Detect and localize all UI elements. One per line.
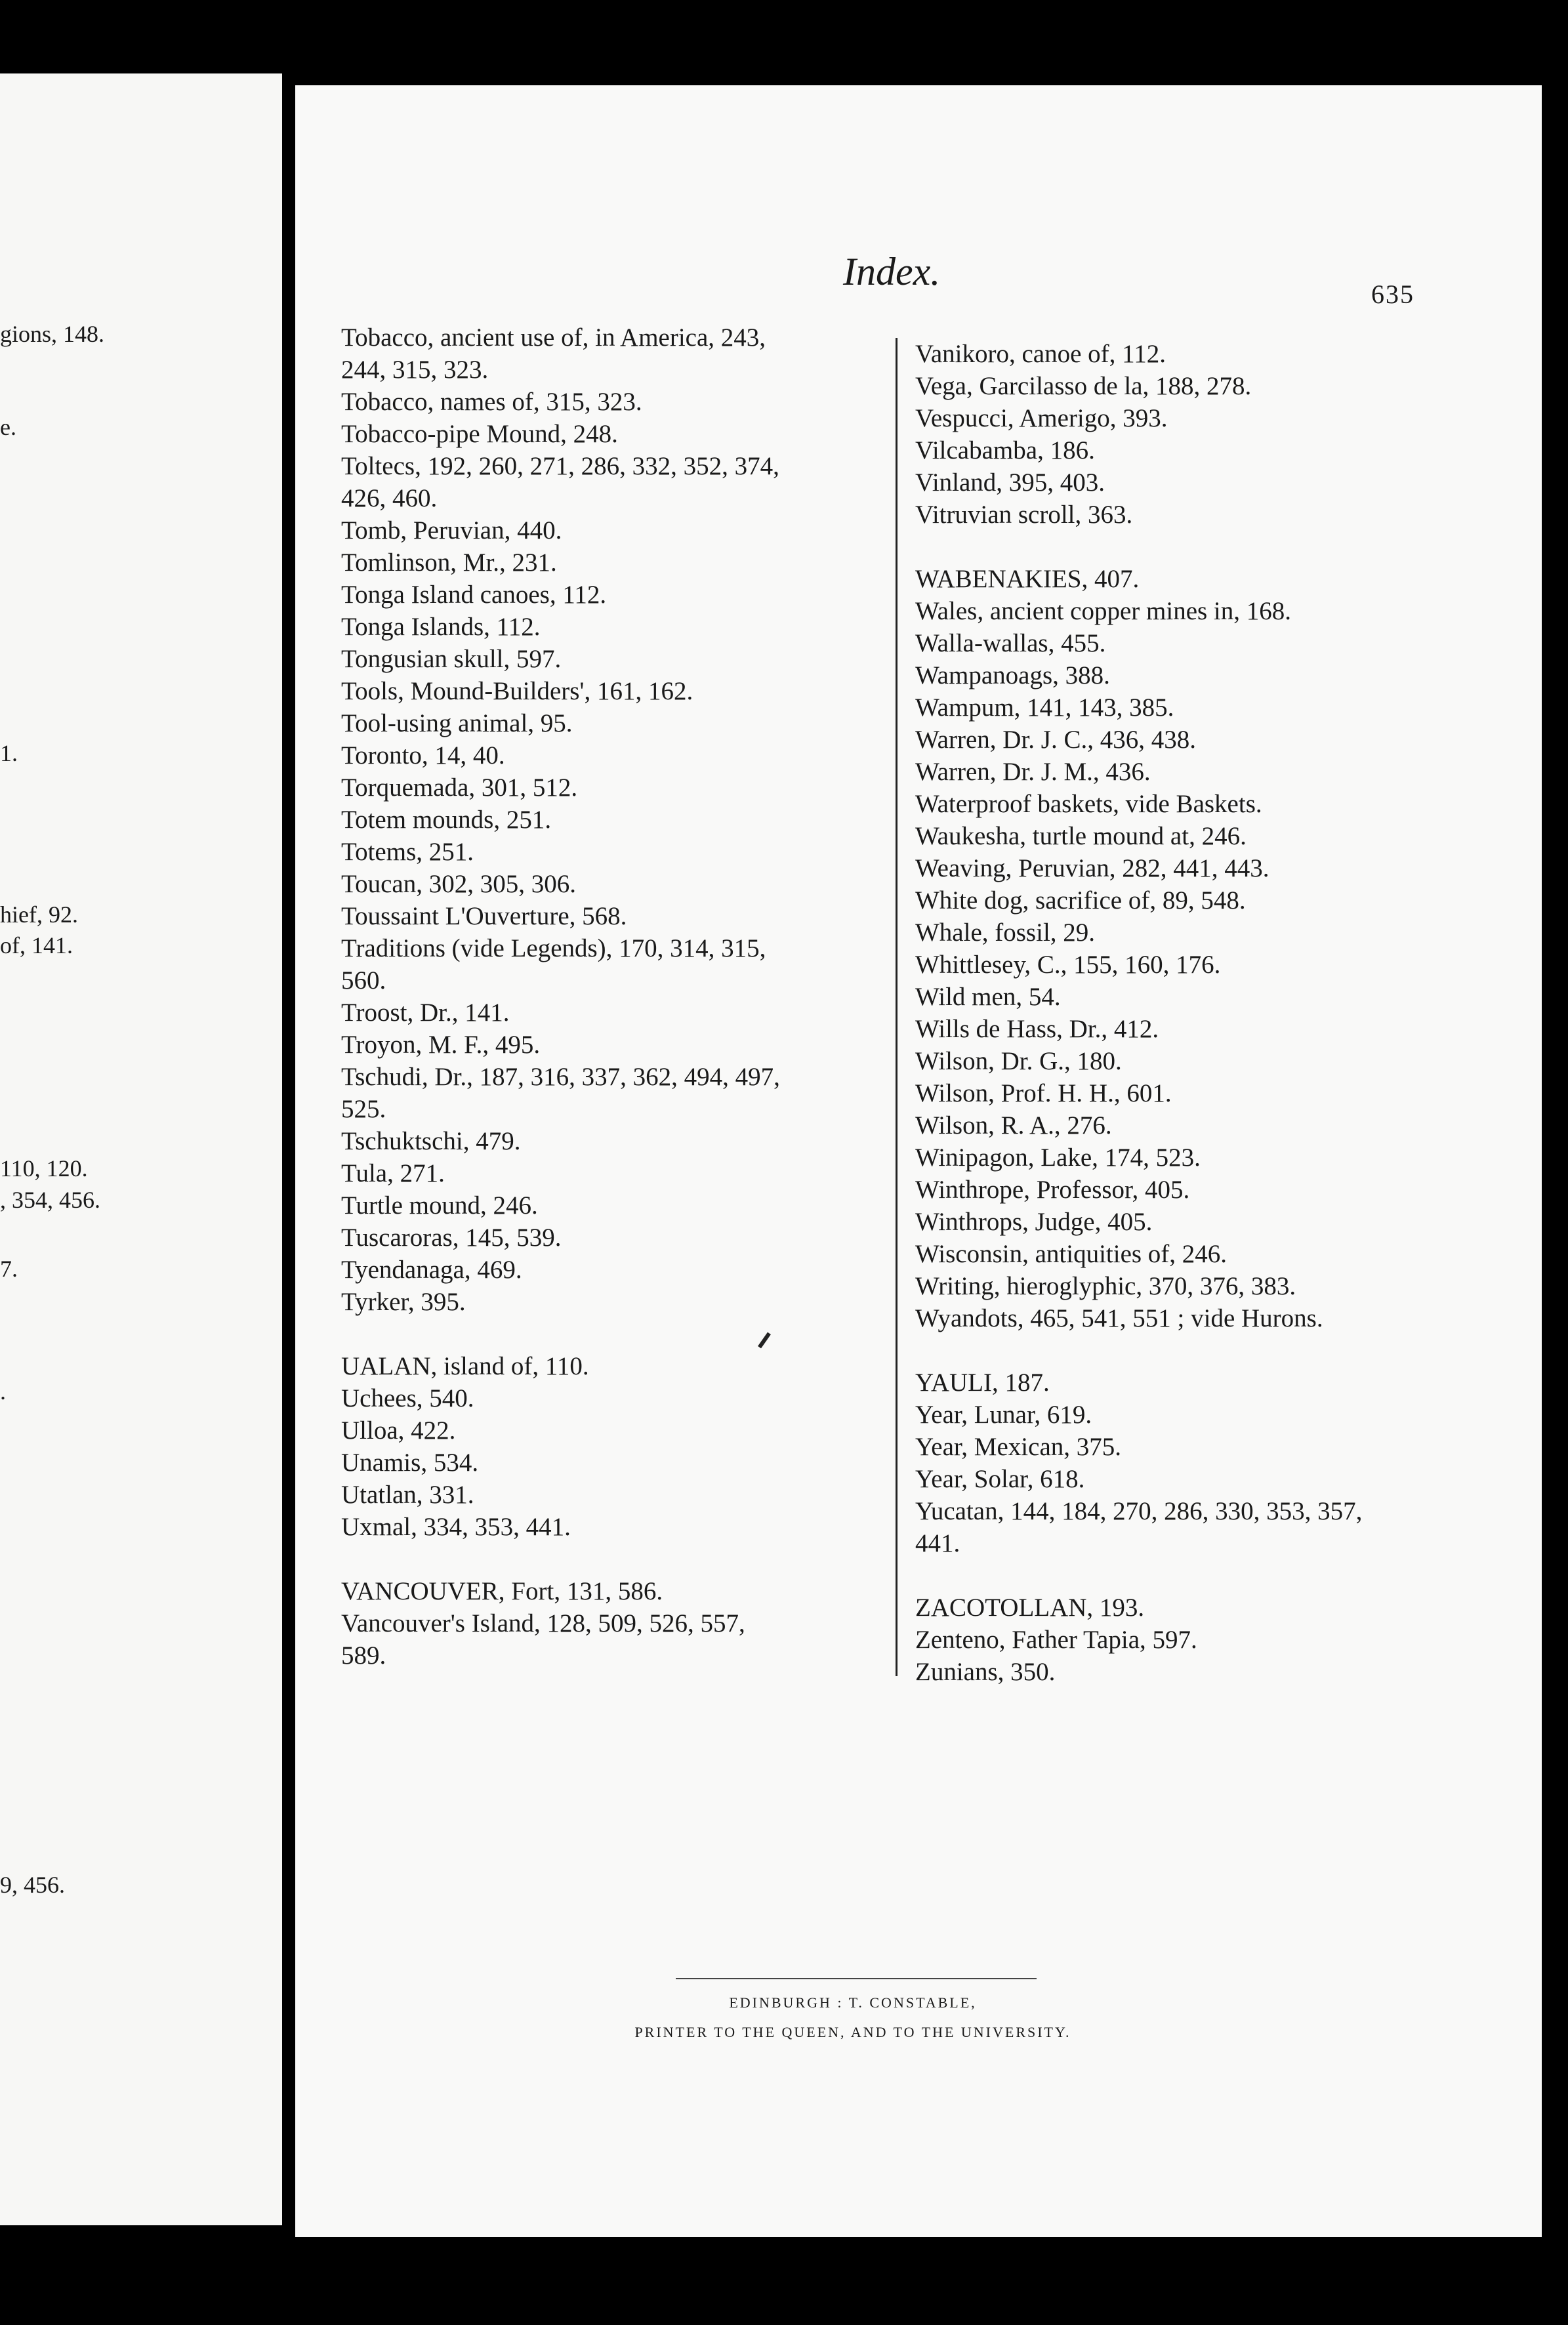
index-entry [915, 499, 1427, 531]
column-divider [896, 338, 897, 1676]
index-entry-text: Warren, Dr. J. M., 436. [915, 758, 1151, 786]
index-entry-text: Vega, Garcilasso de la, 188, 278. [915, 372, 1252, 400]
index-entry-continuation: 560. [341, 966, 386, 995]
index-entry [341, 707, 879, 739]
index-entry-text: Tschudi, Dr., 187, 316, 337, 362, 494, 497, [341, 1063, 780, 1091]
index-entry [915, 402, 1427, 434]
index-entry-text: Year, Lunar, 619. [915, 1401, 1092, 1429]
imprint-line-1: EDINBURGH : T. CONSTABLE, [729, 1994, 977, 2011]
index-entry [341, 1382, 879, 1414]
index-entry-text: Tschuktschi, 479. [341, 1127, 521, 1155]
index-entry-text: Troost, Dr., 141. [341, 998, 510, 1027]
index-entry [915, 1592, 1427, 1624]
index-entry-text: Winthrope, Professor, 405. [915, 1176, 1190, 1204]
left-page-edge [0, 73, 282, 2225]
left-page-fragment: 110, 120. [0, 1155, 88, 1182]
index-entry-text: Toucan, 302, 305, 306. [341, 870, 576, 898]
index-column-right [915, 338, 1427, 1688]
index-entry [341, 1222, 879, 1254]
running-head: Index. [843, 250, 941, 293]
index-entry-text: Weaving, Peruvian, 282, 441, 443. [915, 854, 1269, 882]
index-entry-continuation: 441. [915, 1529, 960, 1557]
index-entry [915, 1206, 1427, 1238]
index-entry-text: Vinland, 395, 403. [915, 468, 1105, 497]
index-entry [915, 1270, 1427, 1302]
index-entry-text: Tuscaroras, 145, 539. [341, 1224, 562, 1252]
index-entry-text: Wisconsin, antiquities of, 246. [915, 1240, 1228, 1268]
index-entry-text: Tonga Islands, 112. [341, 613, 541, 641]
index-entry [915, 1302, 1427, 1334]
index-entry-text: Writing, hieroglyphic, 370, 376, 383. [915, 1272, 1296, 1300]
index-entry-text: Wilson, Dr. G., 180. [915, 1047, 1122, 1075]
index-entry-text: Toltecs, 192, 260, 271, 286, 332, 352, 374, [341, 452, 779, 480]
index-entry-text: Uchees, 540. [341, 1384, 474, 1412]
index-entry-text: Zenteno, Father Tapia, 597. [915, 1626, 1197, 1654]
index-entry-text: Waterproof baskets, vide Baskets. [915, 790, 1262, 818]
index-entry [915, 981, 1427, 1013]
index-entry [915, 370, 1427, 402]
index-entry [341, 932, 879, 997]
index-entry-text: Year, Mexican, 375. [915, 1433, 1121, 1461]
index-entry [341, 675, 879, 707]
index-entry [341, 900, 879, 932]
index-entry-text: Uxmal, 334, 353, 441. [341, 1513, 571, 1541]
left-page-fragment: 9, 456. [0, 1872, 65, 1898]
index-entry-text: Totem mounds, 251. [341, 806, 552, 834]
index-entry [341, 1350, 879, 1382]
index-entry [915, 466, 1427, 499]
index-entry-text: Tyendanaga, 469. [341, 1256, 522, 1284]
index-entry [915, 691, 1427, 724]
index-entry [341, 643, 879, 675]
index-entry-text: Turtle mound, 246. [341, 1191, 538, 1220]
index-entry [915, 756, 1427, 788]
index-entry [915, 659, 1427, 691]
index-entry-text: Vespucci, Amerigo, 393. [915, 404, 1168, 432]
index-entry-text: Warren, Dr. J. C., 436, 438. [915, 726, 1196, 754]
index-entry-continuation: 426, 460. [341, 484, 438, 512]
index-entry [341, 1189, 879, 1222]
index-entry [341, 1286, 879, 1318]
left-page-fragment: of, 141. [0, 932, 73, 958]
index-entry [915, 884, 1427, 916]
index-entry [341, 739, 879, 772]
left-page-fragment: , 354, 456. [0, 1187, 100, 1213]
index-entry [915, 1109, 1427, 1142]
index-entry [915, 820, 1427, 852]
index-entry-text: VANCOUVER, Fort, 131, 586. [341, 1577, 663, 1605]
index-entry [915, 1174, 1427, 1206]
index-entry [915, 595, 1427, 627]
section-gap [341, 1543, 879, 1575]
index-entry-text: Tomb, Peruvian, 440. [341, 516, 562, 545]
index-entry [341, 418, 879, 450]
index-entry [915, 949, 1427, 981]
index-entry-text: Wilson, R. A., 276. [915, 1111, 1112, 1140]
index-entry-text: Waukesha, turtle mound at, 246. [915, 822, 1247, 850]
index-entry [341, 546, 879, 579]
section-gap [915, 1334, 1427, 1367]
index-entry-continuation: 525. [341, 1095, 386, 1123]
index-entry [915, 1013, 1427, 1045]
index-entry [915, 1495, 1427, 1559]
index-entry-text: Wilson, Prof. H. H., 601. [915, 1079, 1172, 1107]
index-entry [915, 1238, 1427, 1270]
index-entry-text: Wild men, 54. [915, 983, 1061, 1011]
index-entry [341, 1607, 879, 1672]
index-entry-text: Tomlinson, Mr., 231. [341, 548, 557, 577]
index-entry [915, 338, 1427, 370]
index-entry [915, 1142, 1427, 1174]
index-entry-text: Zunians, 350. [915, 1658, 1056, 1686]
index-entry [915, 627, 1427, 659]
index-entry [341, 1157, 879, 1189]
index-entry [341, 1447, 879, 1479]
index-entry-text: Winipagon, Lake, 174, 523. [915, 1143, 1201, 1172]
index-entry-text: Tobacco, names of, 315, 323. [341, 388, 642, 416]
index-entry [915, 563, 1427, 595]
left-page-fragment: gions, 148. [0, 321, 105, 347]
section-gap [341, 1318, 879, 1350]
index-entry-text: Toronto, 14, 40. [341, 741, 505, 770]
index-entry [915, 852, 1427, 884]
index-entry-text: White dog, sacrifice of, 89, 548. [915, 886, 1246, 915]
index-entry-text: Vancouver's Island, 128, 509, 526, 557, [341, 1609, 745, 1637]
index-entry-text: WABENAKIES, 407. [915, 565, 1140, 593]
index-entry [341, 1575, 879, 1607]
index-entry [341, 1511, 879, 1543]
index-entry-text: Ulloa, 422. [341, 1416, 456, 1445]
left-page-fragment: 7. [0, 1256, 18, 1282]
index-entry [341, 804, 879, 836]
index-entry-text: Tonga Island canoes, 112. [341, 581, 607, 609]
index-entry-text: Wyandots, 465, 541, 551 ; vide Hurons. [915, 1304, 1323, 1332]
index-entry-text: Toussaint L'Ouverture, 568. [341, 902, 627, 930]
index-entry [915, 434, 1427, 466]
index-entry [915, 1624, 1427, 1656]
index-entry [915, 1399, 1427, 1431]
index-entry-text: Winthrops, Judge, 405. [915, 1208, 1153, 1236]
index-entry-text: Yucatan, 144, 184, 270, 286, 330, 353, 357, [915, 1497, 1363, 1525]
left-page-fragment: hief, 92. [0, 901, 78, 928]
index-entry-text: Torquemada, 301, 512. [341, 773, 578, 802]
index-entry-text: Vanikoro, canoe of, 112. [915, 340, 1166, 368]
index-entry [915, 916, 1427, 949]
index-entry [341, 836, 879, 868]
index-entry-text: Tongusian skull, 597. [341, 645, 562, 673]
index-entry-text: Walla-wallas, 455. [915, 629, 1106, 657]
index-entry [915, 1463, 1427, 1495]
index-entry [341, 579, 879, 611]
index-entry-continuation: 589. [341, 1641, 386, 1670]
index-entry-text: Whale, fossil, 29. [915, 918, 1096, 947]
index-entry [341, 611, 879, 643]
index-entry [915, 788, 1427, 820]
index-entry-text: Tyrker, 395. [341, 1288, 466, 1316]
index-entry-continuation: 244, 315, 323. [341, 356, 489, 384]
index-entry-text: Wales, ancient copper mines in, 168. [915, 597, 1292, 625]
index-entry [341, 450, 879, 514]
index-entry-text: Wampanoags, 388. [915, 661, 1110, 689]
index-entry-text: ZACOTOLLAN, 193. [915, 1594, 1145, 1622]
index-entry-text: Tula, 271. [341, 1159, 445, 1187]
index-entry-text: Traditions (vide Legends), 170, 314, 315, [341, 934, 766, 962]
index-entry-text: Vilcabamba, 186. [915, 436, 1095, 464]
index-entry-text: Unamis, 534. [341, 1449, 479, 1477]
index-entry [341, 321, 879, 386]
index-entry-text: Tool-using animal, 95. [341, 709, 573, 737]
index-entry [341, 1414, 879, 1447]
index-entry [341, 1479, 879, 1511]
index-entry-text: Troyon, M. F., 495. [341, 1031, 541, 1059]
index-entry-text: Utatlan, 331. [341, 1481, 474, 1509]
index-entry-text: Wills de Hass, Dr., 412. [915, 1015, 1159, 1043]
index-entry [915, 1077, 1427, 1109]
index-entry-text: Vitruvian scroll, 363. [915, 501, 1133, 529]
index-entry [915, 1045, 1427, 1077]
index-entry [341, 1125, 879, 1157]
index-entry-text: UALAN, island of, 110. [341, 1352, 589, 1380]
index-column-left [341, 321, 879, 1672]
page-number: 635 [1371, 279, 1414, 309]
imprint-rule [676, 1978, 1037, 1979]
section-gap [915, 531, 1427, 563]
imprint-line-2: PRINTER TO THE QUEEN, AND TO THE UNIVERSITY. [634, 2024, 1071, 2040]
index-entry-text: Wampum, 141, 143, 385. [915, 693, 1174, 722]
index-entry [915, 1367, 1427, 1399]
index-entry-text: Tobacco, ancient use of, in America, 243, [341, 323, 766, 352]
index-entry [915, 724, 1427, 756]
left-page-fragment: . [0, 1378, 6, 1405]
index-entry [915, 1656, 1427, 1688]
index-entry-text: YAULI, 187. [915, 1368, 1050, 1397]
index-entry [915, 1431, 1427, 1463]
index-entry [341, 1061, 879, 1125]
index-entry [341, 1029, 879, 1061]
index-entry-text: Tools, Mound-Builders', 161, 162. [341, 677, 693, 705]
index-entry-text: Tobacco-pipe Mound, 248. [341, 420, 618, 448]
index-entry [341, 514, 879, 546]
index-entry-text: Totems, 251. [341, 838, 474, 866]
section-gap [915, 1559, 1427, 1592]
index-entry-text: Whittlesey, C., 155, 160, 176. [915, 951, 1221, 979]
index-entry [341, 868, 879, 900]
index-entry [341, 386, 879, 418]
index-entry [341, 772, 879, 804]
left-page-fragment: e. [0, 414, 16, 440]
left-page-fragment: 1. [0, 740, 18, 766]
index-entry [341, 1254, 879, 1286]
index-entry [341, 997, 879, 1029]
index-entry-text: Year, Solar, 618. [915, 1465, 1085, 1493]
